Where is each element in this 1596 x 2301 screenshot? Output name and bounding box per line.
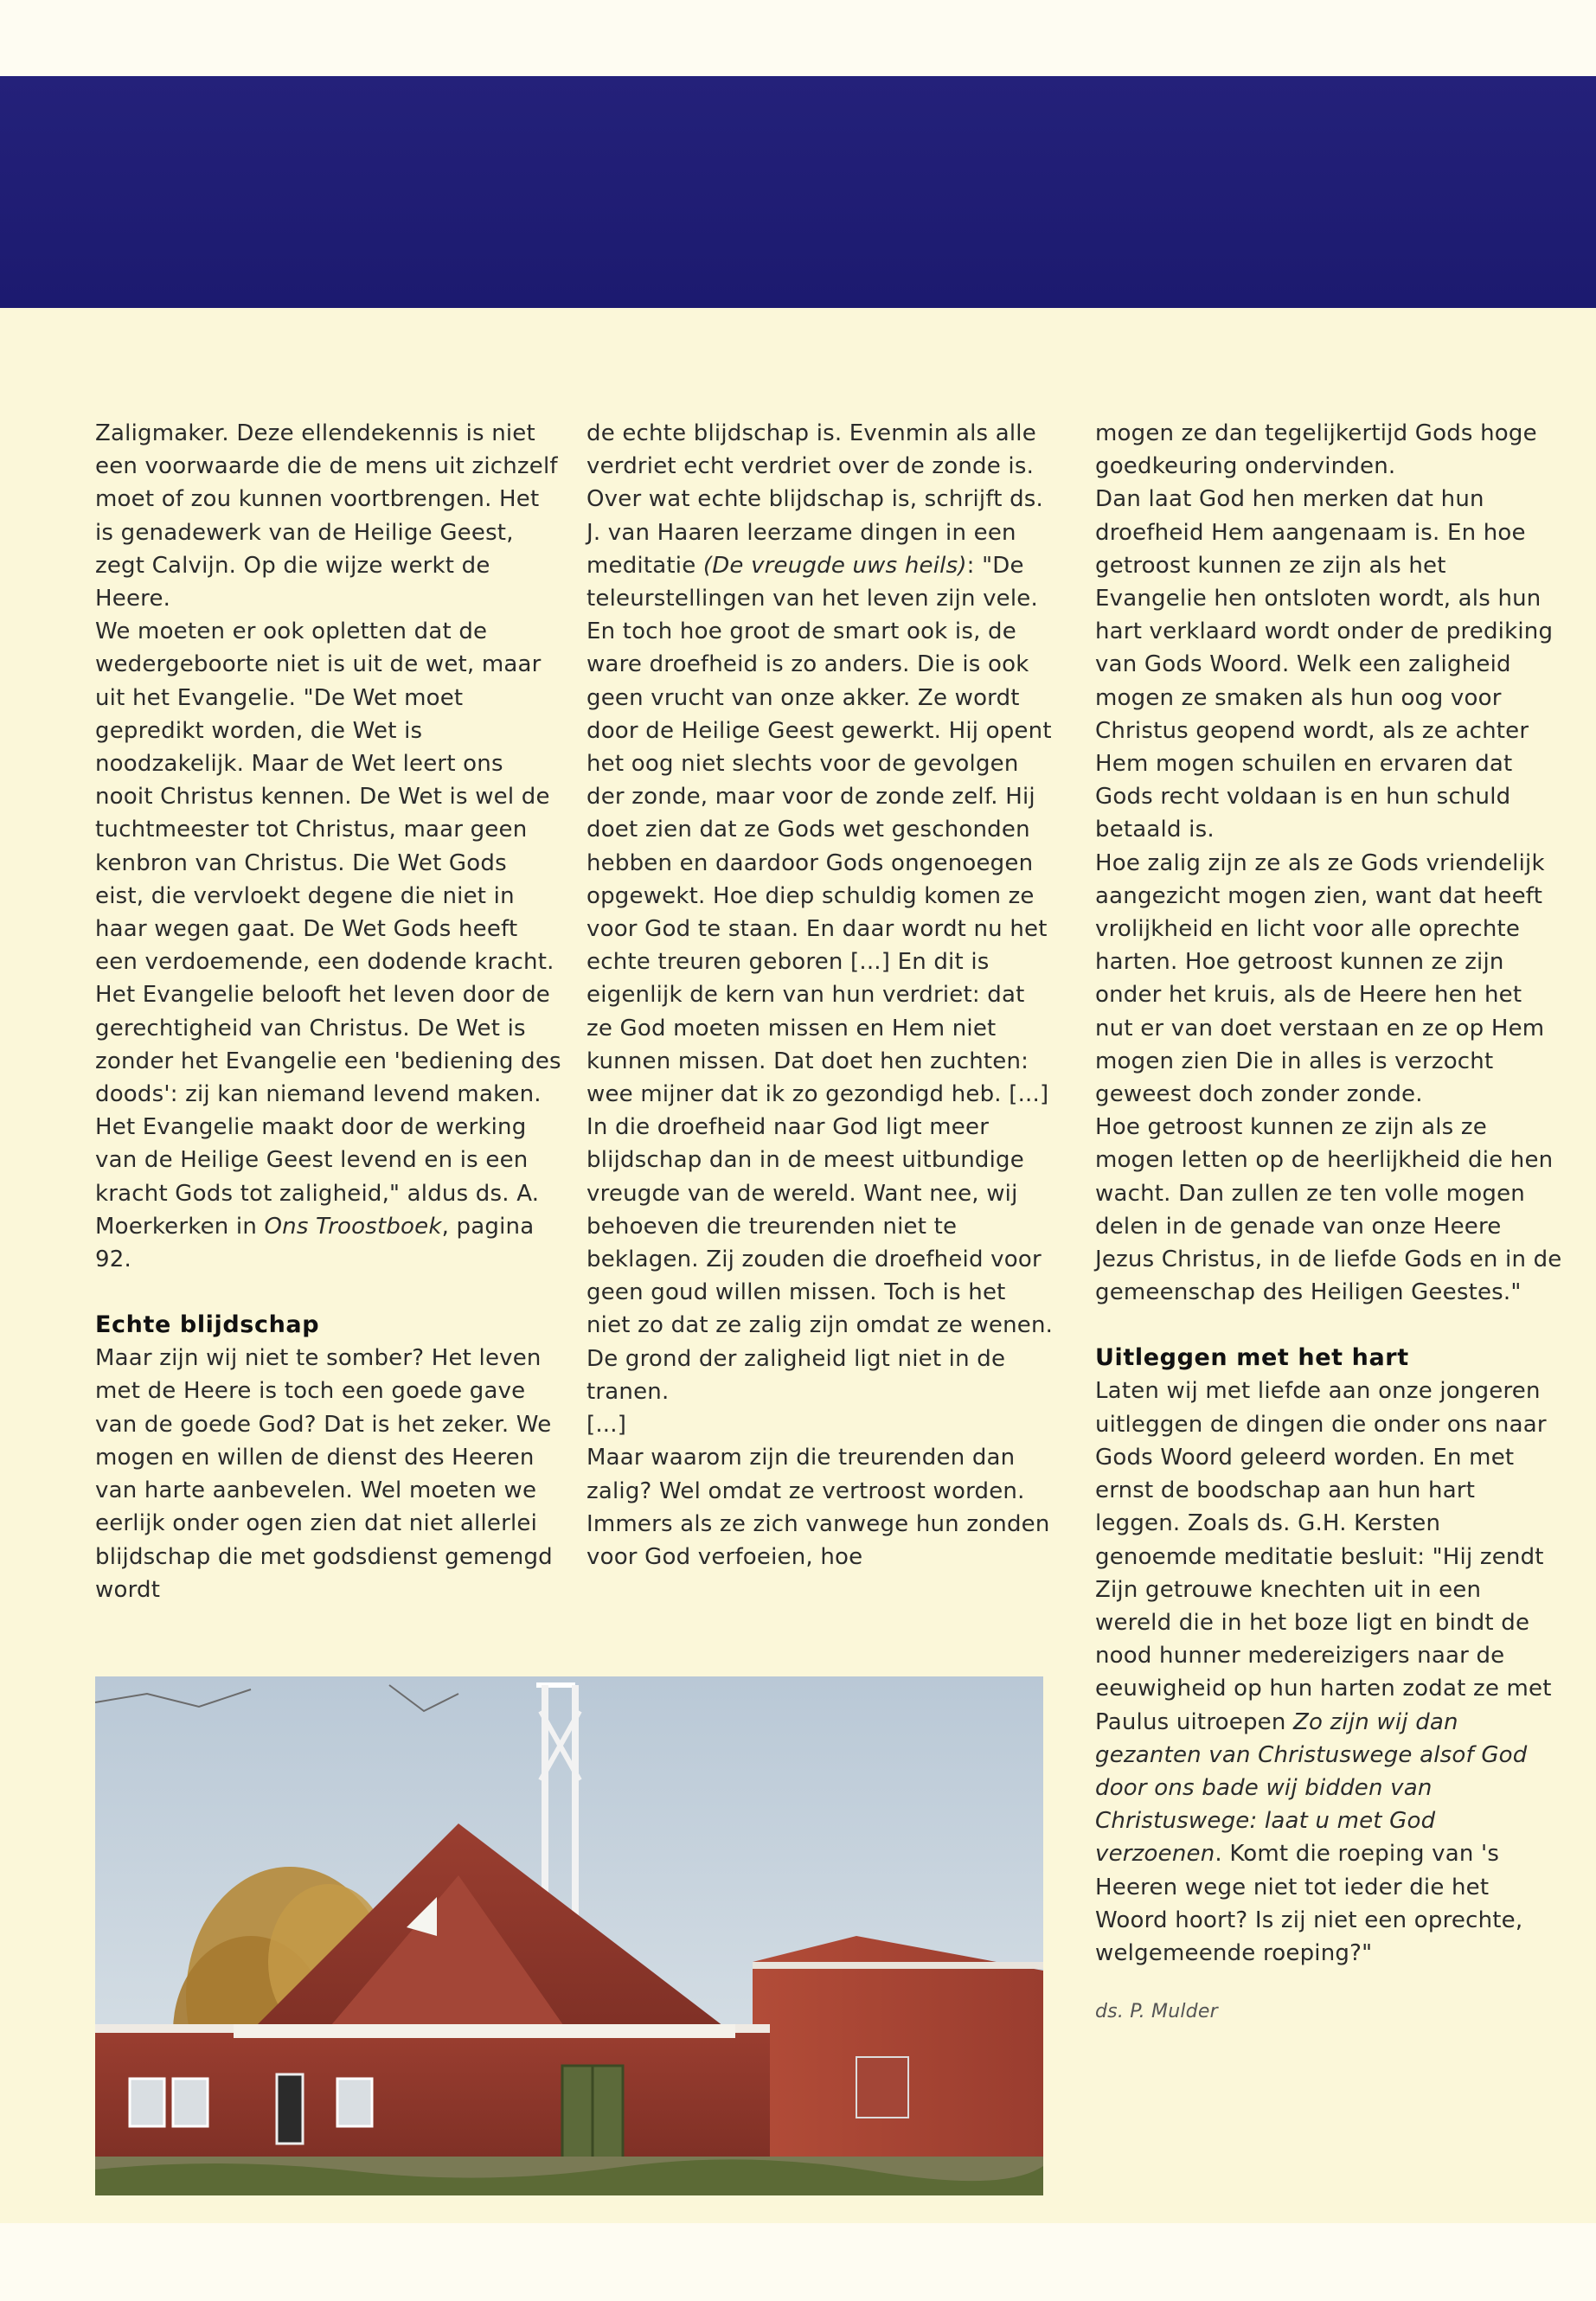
text: . Komt die roeping van 's Heeren wege niet tot ieder die het Woord hoort? Is zij niet een oprechte, welgemeende roeping?" [1095, 1841, 1523, 1966]
column-3 [1095, 417, 1562, 2029]
paragraph: Maar waarom zijn die treurenden dan zalig? Wel omdat ze vertroost worden. Immers als ze zich vanwege hun zonden voor God verfoeien, hoe [586, 1445, 1050, 1570]
top-margin [0, 0, 1596, 76]
paragraph: Zaligmaker. Deze ellendekennis is niet een voorwaarde die de mens uit zichzelf moet of zou kunnen voortbrengen. Het is genadewerk van de Heilige Geest, zegt Calvijn. Op die wijze werkt de Heere. [95, 420, 558, 612]
column-2 [586, 417, 1054, 1574]
header-band [0, 76, 1596, 308]
text: de echte blijdschap is. Evenmin als alle verdriet echt verdriet over de zonde is. Over wat echte blijdschap is, schrijft ds. J. van Haaren leerzame dingen in een meditatie [586, 420, 1044, 579]
church-photo [95, 1676, 1043, 2195]
book-title: (De vreugde uws heils) [702, 552, 967, 579]
paragraph: Hoe zalig zijn ze als ze Gods vriendelijk aangezicht mogen zien, want dat heeft vrolijkheid en licht voor alle oprechte harten. Hoe getroost kunnen ze zijn onder het kruis, als de Heere hen het nut er van doet verstaan en ze op Hem mogen zien Die in alles is verzocht geweest doch zonder zonde. [1095, 849, 1545, 1108]
text: : "De teleurstellingen van het leven zijn vele. En toch hoe groot de smart ook is, de ware droefheid is zo anders. Die is ook geen vrucht van onze akker. Ze wordt door de Heilige Geest gewerkt. Hij opent het oog niet slechts voor de gevolgen der zonde, maar voor de zonde zelf. Hij doet zien dat ze Gods wet geschonden hebben en daardoor Gods ongenoegen opgewekt. Hoe diep schuldig komen ze voor God te staan. En daar wordt nu het echte treuren geboren [...] En dit is eigenlijk de kern van hun verdriet: dat ze God moeten missen en Hem niet kunnen missen. Dat doet hen zuchten: wee mijner dat ik zo gezondigd heb. [...] In die droefheid naar God ligt meer blijdschap dan in de meest uitbundige vreugde van de wereld. Want nee, wij behoeven die treurenden niet te beklagen. Zij zouden die droefheid voor geen goud willen missen. Toch is het niet zo dat ze zalig zijn omdat ze wenen. De grond der zaligheid ligt niet in de tranen. [586, 552, 1054, 1405]
author-signature: ds. P. Mulder [1095, 2001, 1218, 2023]
paragraph [586, 417, 1054, 1408]
paragraph [95, 615, 562, 1276]
paragraph: Hoe getroost kunnen ze zijn als ze mogen letten op de heerlijkheid die hen wacht. Dan zullen ze ten volle mogen delen in de genade van onze Heere Jezus Christus, in de liefde Gods en in de gemeenschap des Heiligen Geestes." [1095, 1114, 1562, 1306]
paragraph: [...] [586, 1412, 627, 1439]
column-1 [95, 417, 562, 1606]
paragraph [1095, 1375, 1562, 1970]
book-title: Ons Troostboek [264, 1213, 442, 1240]
paragraph: Maar zijn wij niet te somber? Het leven met de Heere is toch een goede gave van de goede God? Dat is het zeker. We mogen en willen de dienst des Heeren van harte aanbevelen. Wel moeten we eerlijk onder ogen zien dat niet allerlei blijdschap die met godsdienst gemengd wordt [95, 1345, 553, 1603]
text: Laten wij met liefde aan onze jongeren uitleggen de dingen die onder ons naar Gods Woord geleerd worden. En met ernst de boodschap aan hun hart leggen. Zoals ds. G.H. Kersten genoemde meditatie besluit: "Hij zendt Zijn getrouwe knechten uit in een wereld die in het boze ligt en bindt de nood hunner medereizigers naar de eeuwigheid op hun harten zodat ze met Paulus uitroepen [1095, 1378, 1552, 1735]
paragraph: Dan laat God hen merken dat hun droefheid Hem aangenaam is. En hoe getroost kunnen ze zijn als het Evangelie hen ontsloten wordt, als hun hart verklaard wordt onder de prediking van Gods Woord. Welk een zaligheid mogen ze smaken als hun oog voor Christus geopend wordt, als ze achter Hem mogen schuilen en ervaren dat Gods recht voldaan is en hun schuld betaald is. [1095, 486, 1554, 843]
paragraph: mogen ze dan tegelijkertijd Gods hoge goedkeuring ondervinden. [1095, 420, 1537, 480]
text: We moeten er ook opletten dat de wedergeboorte niet is uit de wet, maar uit het Evangelie. "De Wet moet gepredikt worden, die Wet is noodzakelijk. Maar de Wet leert ons nooit Christus kennen. De Wet is wel de tuchtmeester tot Christus, maar geen kenbron van Christus. Die Wet Gods eist, die vervloekt degene die niet in haar wegen gaat. De Wet Gods heeft een verdoemende, een dodende kracht. Het Evangelie belooft het leven door de gerechtigheid van Christus. De Wet is zonder het Evangelie een 'bediening des doods': zij kan niemand levend maken. Het Evangelie maakt door de werking van de Heilige Geest levend en is een kracht Gods tot zaligheid," aldus ds. A. Moerkerken in [95, 619, 561, 1240]
section-heading: Echte blijdschap [95, 1311, 320, 1339]
bottom-margin [0, 2223, 1596, 2301]
quote: Zo zijn wij dan gezanten van Christuswege alsof God door ons bade wij bidden van Christuswege: laat u met God verzoenen [1095, 1708, 1528, 1868]
section-heading: Uitleggen met het hart [1095, 1344, 1409, 1372]
text: , pagina 92. [95, 1213, 535, 1273]
